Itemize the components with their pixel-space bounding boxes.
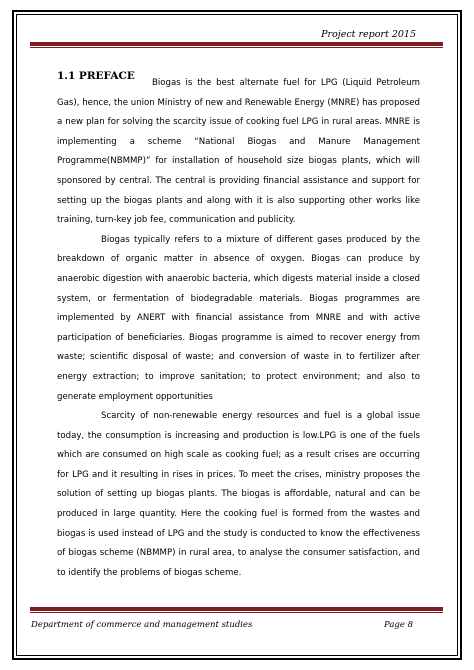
footer-department: Department of commerce and management studies <box>31 620 253 630</box>
paragraph-1: Biogas is the best alternate fuel for LPG (Liquid Petroleum Gas), hence, the union Ministry of new and Renewable Energy (MNRE) has proposed a new plan for solving the scarcity issue of cooking fuel LPG in rural areas. MNRE is implementing a scheme “National Biogas and Manure Management Programme(NBMMP)” for installation of household size biogas plants, which will sponsored by central. The central is providing financial assistance and support for setting up the biogas plants and along with it is also supporting other works like training, turn-key job fee, communication and publicity. <box>57 78 420 226</box>
header-rule-thin <box>30 47 443 48</box>
body-text <box>57 68 420 583</box>
header-title: Project report 2015 <box>321 29 416 40</box>
header-rule <box>30 42 443 46</box>
footer-rule <box>30 607 443 611</box>
footer-rule-thin <box>30 612 443 613</box>
paragraph-3: Scarcity of non-renewable energy resources and fuel is a global issue today, the consumption is increasing and production is low.LPG is one of the fuels which are consumed on high scale as cooking fuel; as a result crises are occurring for LPG and it resulting in rises in prices. To meet the crises, ministry proposes the solution of setting up biogas plants. The biogas is affordable, natural and can be produced in large quantity. Here the cooking fuel is formed from the wastes and biogas is used instead of LPG and the study is conducted to know the effectiveness of biogas scheme (NBMMP) in rural area, to analyse the consumer satisfaction, and to identify the problems of biogas scheme. <box>57 411 420 578</box>
paragraph-2: Biogas typically refers to a mixture of different gases produced by the breakdown of organic matter in absence of oxygen. Biogas can produce by anaerobic digestion with anaerobic bacteria, which digests material inside a closed system, or fermentation of biodegradable materials. Biogas programmes are implemented by ANERT with financial assistance from MNRE and with active participation of beneficiaries. Biogas programme is aimed to recover energy from waste; scientific disposal of waste; and conversion of waste in to fertilizer after energy extraction; to improve sanitation; to protect environment; and also to generate employment opportunities <box>57 234 420 402</box>
footer-page-number: Page 8 <box>384 620 413 630</box>
section-title: 1.1 PREFACE <box>57 70 135 82</box>
